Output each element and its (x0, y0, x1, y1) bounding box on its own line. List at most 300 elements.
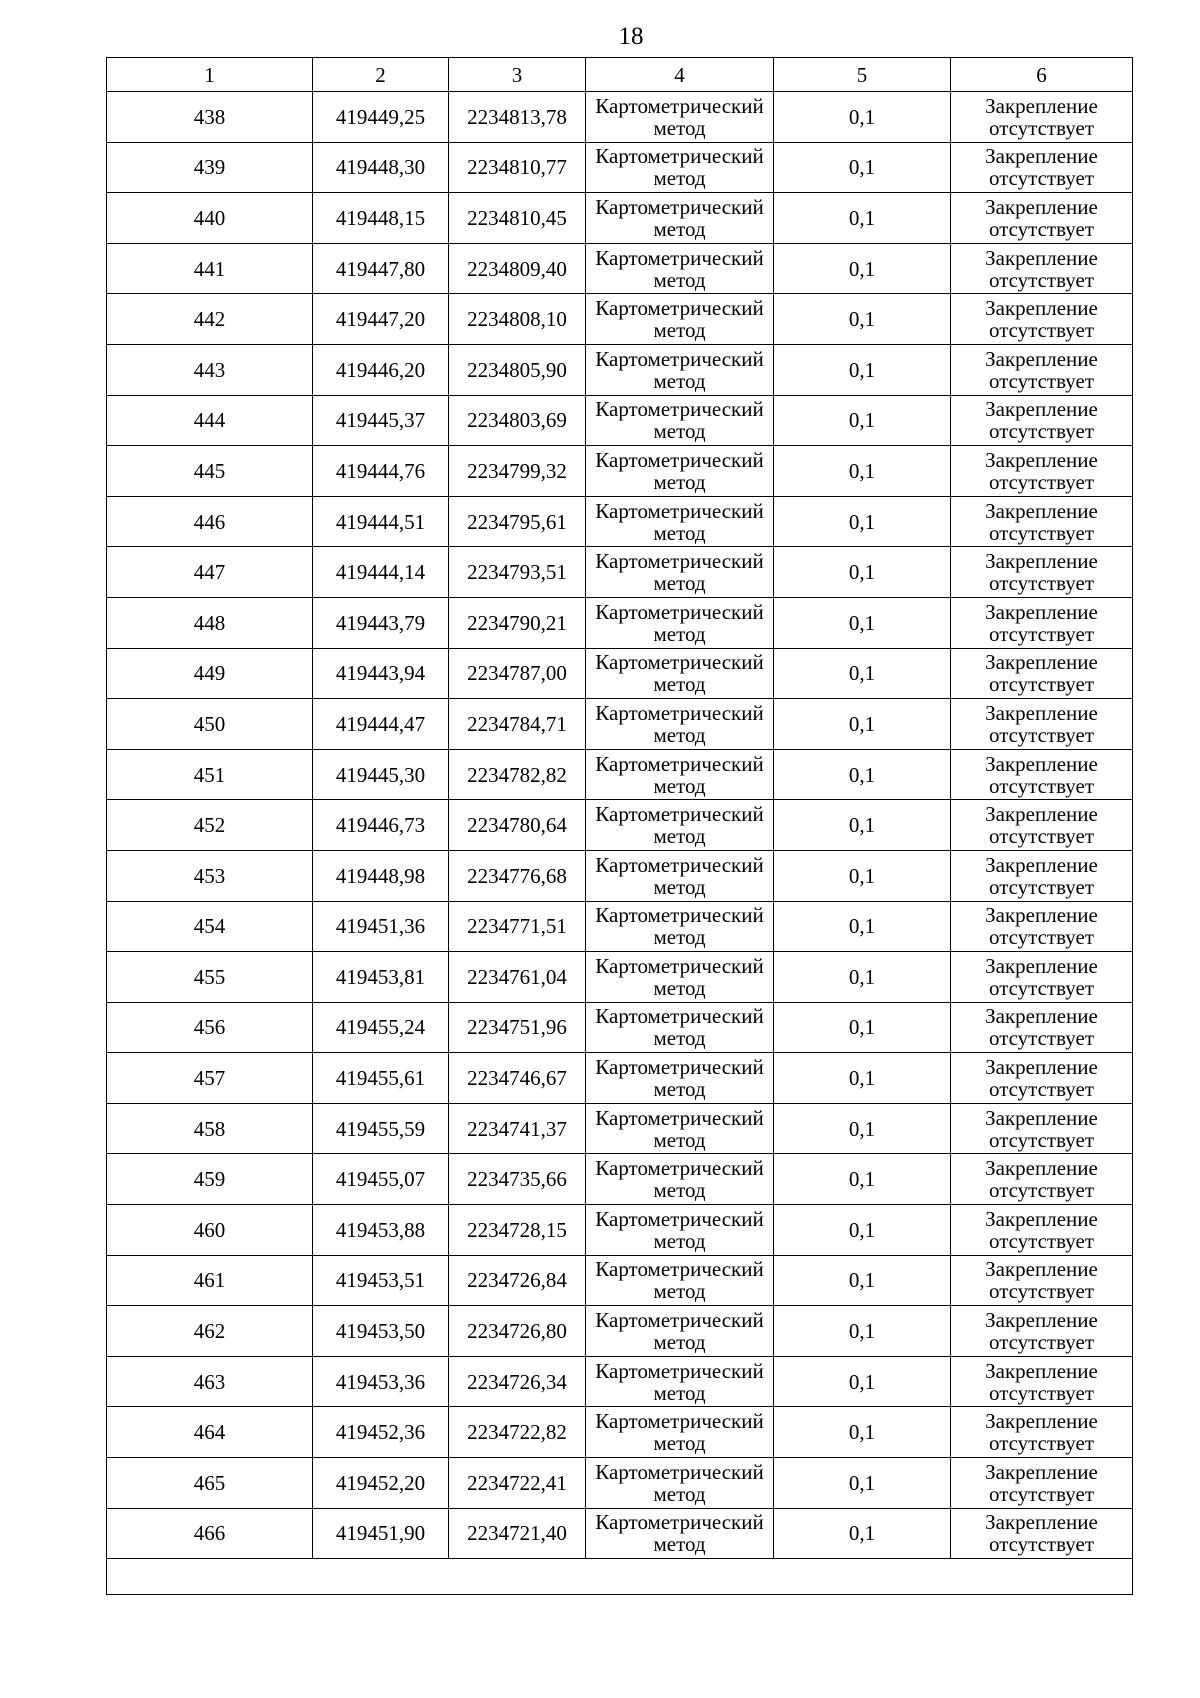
table-row (107, 547, 1133, 598)
fixation-text-line-2: отсутствует (988, 925, 1095, 950)
page-number: 18 (618, 23, 644, 50)
x-coordinate-cell: 419453,50 (313, 1306, 449, 1357)
method-cell (586, 92, 774, 143)
method-text-line-2: метод (653, 166, 706, 191)
table-row (107, 1154, 1133, 1205)
y-coordinate-cell: 2234784,71 (449, 699, 586, 750)
method-text-line-1: Картометрический (595, 296, 764, 321)
method-text-line-2: метод (653, 1178, 706, 1203)
table-row (107, 800, 1133, 851)
fixation-cell (951, 1205, 1133, 1256)
method-text-line-1: Картометрический (595, 346, 764, 371)
accuracy-cell: 0,1 (774, 1255, 951, 1306)
point-number-cell: 459 (107, 1154, 313, 1205)
fixation-text-line-2: отсутствует (988, 267, 1095, 292)
method-text-line-1: Картометрический (595, 1358, 764, 1383)
fixation-text-line-2: отсутствует (988, 621, 1095, 646)
accuracy-cell: 0,1 (774, 243, 951, 294)
y-coordinate-cell: 2234726,84 (449, 1255, 586, 1306)
method-text-line-1: Картометрический (595, 93, 764, 118)
method-cell (586, 800, 774, 851)
fixation-text-line-1: Закрепление (985, 346, 1098, 371)
fixation-text-line-1: Закрепление (985, 144, 1098, 169)
x-coordinate-cell: 419453,36 (313, 1356, 449, 1407)
fixation-text-line-1: Закрепление (985, 296, 1098, 321)
fixation-text-line-2: отсутствует (988, 571, 1095, 596)
method-cell (586, 344, 774, 395)
fixation-cell (951, 1508, 1133, 1559)
fixation-text-line-2: отсутствует (988, 1380, 1095, 1405)
method-cell (586, 850, 774, 901)
fixation-cell (951, 142, 1133, 193)
point-number-cell: 448 (107, 597, 313, 648)
x-coordinate-cell: 419444,51 (313, 496, 449, 547)
method-text-line-2: метод (653, 1330, 706, 1355)
method-cell (586, 1154, 774, 1205)
accuracy-cell: 0,1 (774, 1154, 951, 1205)
method-text-line-2: метод (653, 1431, 706, 1456)
table-row (107, 699, 1133, 750)
table-row (107, 395, 1133, 446)
x-coordinate-cell: 419455,61 (313, 1053, 449, 1104)
fixation-text-line-1: Закрепление (985, 1358, 1098, 1383)
fixation-text-line-2: отсутствует (988, 1026, 1095, 1051)
fixation-text-line-1: Закрепление (985, 1055, 1098, 1080)
accuracy-cell: 0,1 (774, 1356, 951, 1407)
fixation-text-line-2: отсутствует (988, 1178, 1095, 1203)
table-row (107, 193, 1133, 244)
method-text-line-2: метод (653, 419, 706, 444)
y-coordinate-cell: 2234780,64 (449, 800, 586, 851)
x-coordinate-cell: 419446,20 (313, 344, 449, 395)
fixation-text-line-1: Закрепление (985, 397, 1098, 422)
y-coordinate-cell: 2234808,10 (449, 294, 586, 345)
table-row (107, 648, 1133, 699)
x-coordinate-cell: 419448,30 (313, 142, 449, 193)
x-coordinate-cell: 419447,80 (313, 243, 449, 294)
y-coordinate-cell: 2234813,78 (449, 92, 586, 143)
table-header-row (107, 58, 1133, 92)
method-cell (586, 699, 774, 750)
method-cell (586, 446, 774, 497)
fixation-text-line-1: Закрепление (985, 245, 1098, 270)
point-number-cell: 458 (107, 1103, 313, 1154)
fixation-text-line-1: Закрепление (985, 650, 1098, 675)
point-number-cell: 462 (107, 1306, 313, 1357)
x-coordinate-cell: 419443,94 (313, 648, 449, 699)
accuracy-cell: 0,1 (774, 850, 951, 901)
point-number-cell: 455 (107, 952, 313, 1003)
y-coordinate-cell: 2234810,45 (449, 193, 586, 244)
y-coordinate-cell: 2234799,32 (449, 446, 586, 497)
y-coordinate-cell: 2234746,67 (449, 1053, 586, 1104)
point-number-cell: 441 (107, 243, 313, 294)
method-text-line-1: Картометрический (595, 1105, 764, 1130)
method-text-line-1: Картометрический (595, 1257, 764, 1282)
fixation-cell (951, 243, 1133, 294)
method-text-line-2: метод (653, 824, 706, 849)
method-text-line-1: Картометрический (595, 599, 764, 624)
x-coordinate-cell: 419445,37 (313, 395, 449, 446)
fixation-text-line-2: отсутствует (988, 975, 1095, 1000)
column-header-4: 4 (586, 58, 774, 92)
method-text-line-1: Картометрический (595, 852, 764, 877)
fixation-text-line-2: отсутствует (988, 1532, 1095, 1557)
table-row (107, 1508, 1133, 1559)
fixation-text-line-1: Закрепление (985, 498, 1098, 523)
y-coordinate-cell: 2234790,21 (449, 597, 586, 648)
method-text-line-2: метод (653, 621, 706, 646)
accuracy-cell: 0,1 (774, 1053, 951, 1104)
method-cell (586, 952, 774, 1003)
point-number-cell: 463 (107, 1356, 313, 1407)
method-text-line-2: метод (653, 520, 706, 545)
accuracy-cell: 0,1 (774, 800, 951, 851)
x-coordinate-cell: 419451,90 (313, 1508, 449, 1559)
method-text-line-2: метод (653, 1127, 706, 1152)
fixation-cell (951, 597, 1133, 648)
x-coordinate-cell: 419446,73 (313, 800, 449, 851)
point-number-cell: 454 (107, 901, 313, 952)
table-row (107, 1053, 1133, 1104)
fixation-text-line-1: Закрепление (985, 700, 1098, 725)
method-text-line-2: метод (653, 1380, 706, 1405)
table-row (107, 1255, 1133, 1306)
accuracy-cell: 0,1 (774, 1458, 951, 1509)
method-cell (586, 294, 774, 345)
x-coordinate-cell: 419445,30 (313, 749, 449, 800)
fixation-text-line-1: Закрепление (985, 1459, 1098, 1484)
x-coordinate-cell: 419455,59 (313, 1103, 449, 1154)
fixation-cell (951, 1306, 1133, 1357)
fixation-text-line-2: отсутствует (988, 1431, 1095, 1456)
method-text-line-1: Картометрический (595, 447, 764, 472)
fixation-text-line-2: отсутствует (988, 318, 1095, 343)
fixation-cell (951, 193, 1133, 244)
table-row (107, 850, 1133, 901)
method-text-line-2: метод (653, 672, 706, 697)
y-coordinate-cell: 2234803,69 (449, 395, 586, 446)
y-coordinate-cell: 2234741,37 (449, 1103, 586, 1154)
y-coordinate-cell: 2234726,80 (449, 1306, 586, 1357)
x-coordinate-cell: 419451,36 (313, 901, 449, 952)
method-text-line-1: Картометрический (595, 498, 764, 523)
fixation-text-line-2: отсутствует (988, 166, 1095, 191)
y-coordinate-cell: 2234751,96 (449, 1002, 586, 1053)
point-number-cell: 445 (107, 446, 313, 497)
y-coordinate-cell: 2234809,40 (449, 243, 586, 294)
fixation-cell (951, 395, 1133, 446)
column-header-6: 6 (951, 58, 1133, 92)
x-coordinate-cell: 419444,47 (313, 699, 449, 750)
accuracy-cell: 0,1 (774, 395, 951, 446)
fixation-cell (951, 1103, 1133, 1154)
fixation-cell (951, 749, 1133, 800)
method-text-line-1: Картометрический (595, 650, 764, 675)
method-text-line-2: метод (653, 318, 706, 343)
method-text-line-1: Картометрический (595, 1409, 764, 1434)
y-coordinate-cell: 2234787,00 (449, 648, 586, 699)
method-text-line-2: метод (653, 773, 706, 798)
x-coordinate-cell: 419455,24 (313, 1002, 449, 1053)
fixation-text-line-1: Закрепление (985, 751, 1098, 776)
accuracy-cell: 0,1 (774, 1205, 951, 1256)
point-number-cell: 460 (107, 1205, 313, 1256)
method-text-line-1: Картометрический (595, 144, 764, 169)
fixation-cell (951, 952, 1133, 1003)
method-text-line-1: Картометрический (595, 1156, 764, 1181)
method-cell (586, 547, 774, 598)
method-text-line-1: Картометрический (595, 751, 764, 776)
fixation-text-line-1: Закрепление (985, 1105, 1098, 1130)
y-coordinate-cell: 2234810,77 (449, 142, 586, 193)
fixation-text-line-1: Закрепление (985, 1206, 1098, 1231)
y-coordinate-cell: 2234793,51 (449, 547, 586, 598)
x-coordinate-cell: 419455,07 (313, 1154, 449, 1205)
method-text-line-2: метод (653, 1279, 706, 1304)
method-text-line-2: метод (653, 368, 706, 393)
method-text-line-2: метод (653, 1481, 706, 1506)
point-number-cell: 465 (107, 1458, 313, 1509)
method-cell (586, 395, 774, 446)
method-cell (586, 1205, 774, 1256)
method-cell (586, 1458, 774, 1509)
method-text-line-1: Картометрический (595, 1004, 764, 1029)
x-coordinate-cell: 419453,81 (313, 952, 449, 1003)
point-number-cell: 439 (107, 142, 313, 193)
fixation-cell (951, 92, 1133, 143)
fixation-cell (951, 446, 1133, 497)
fixation-cell (951, 800, 1133, 851)
method-cell (586, 901, 774, 952)
table-row (107, 142, 1133, 193)
y-coordinate-cell: 2234776,68 (449, 850, 586, 901)
x-coordinate-cell: 419444,14 (313, 547, 449, 598)
fixation-text-line-1: Закрепление (985, 447, 1098, 472)
fixation-text-line-2: отсутствует (988, 1127, 1095, 1152)
fixation-text-line-1: Закрепление (985, 802, 1098, 827)
y-coordinate-cell: 2234782,82 (449, 749, 586, 800)
empty-cell (107, 1559, 1133, 1595)
y-coordinate-cell: 2234721,40 (449, 1508, 586, 1559)
table-row (107, 344, 1133, 395)
x-coordinate-cell: 419448,15 (313, 193, 449, 244)
fixation-text-line-1: Закрепление (985, 1308, 1098, 1333)
x-coordinate-cell: 419452,20 (313, 1458, 449, 1509)
fixation-text-line-1: Закрепление (985, 953, 1098, 978)
fixation-text-line-2: отсутствует (988, 115, 1095, 140)
fixation-cell (951, 1053, 1133, 1104)
method-text-line-2: метод (653, 925, 706, 950)
fixation-text-line-2: отсутствует (988, 672, 1095, 697)
fixation-text-line-1: Закрепление (985, 852, 1098, 877)
point-number-cell: 449 (107, 648, 313, 699)
accuracy-cell: 0,1 (774, 496, 951, 547)
method-cell (586, 142, 774, 193)
fixation-text-line-1: Закрепление (985, 194, 1098, 219)
method-text-line-1: Картометрический (595, 1206, 764, 1231)
fixation-cell (951, 1458, 1133, 1509)
method-text-line-2: метод (653, 1532, 706, 1557)
method-text-line-2: метод (653, 469, 706, 494)
method-text-line-1: Картометрический (595, 1308, 764, 1333)
accuracy-cell: 0,1 (774, 193, 951, 244)
y-coordinate-cell: 2234795,61 (449, 496, 586, 547)
method-text-line-1: Картометрический (595, 194, 764, 219)
method-text-line-1: Картометрический (595, 1510, 764, 1535)
column-header-5: 5 (774, 58, 951, 92)
y-coordinate-cell: 2234722,41 (449, 1458, 586, 1509)
point-number-cell: 440 (107, 193, 313, 244)
accuracy-cell: 0,1 (774, 699, 951, 750)
x-coordinate-cell: 419453,88 (313, 1205, 449, 1256)
method-text-line-1: Картометрический (595, 549, 764, 574)
fixation-cell (951, 344, 1133, 395)
fixation-cell (951, 1255, 1133, 1306)
x-coordinate-cell: 419444,76 (313, 446, 449, 497)
point-number-cell: 466 (107, 1508, 313, 1559)
point-number-cell: 450 (107, 699, 313, 750)
method-cell (586, 648, 774, 699)
point-number-cell: 438 (107, 92, 313, 143)
fixation-text-line-2: отсутствует (988, 368, 1095, 393)
fixation-text-line-2: отсутствует (988, 469, 1095, 494)
accuracy-cell: 0,1 (774, 446, 951, 497)
table-row (107, 1407, 1133, 1458)
method-text-line-2: метод (653, 1026, 706, 1051)
fixation-text-line-1: Закрепление (985, 1510, 1098, 1535)
table-row (107, 1205, 1133, 1256)
method-text-line-1: Картометрический (595, 1055, 764, 1080)
fixation-cell (951, 850, 1133, 901)
fixation-text-line-2: отсутствует (988, 1228, 1095, 1253)
x-coordinate-cell: 419453,51 (313, 1255, 449, 1306)
coordinates-table (106, 57, 1133, 1595)
table-row (107, 901, 1133, 952)
table-row (107, 1103, 1133, 1154)
fixation-text-line-2: отсутствует (988, 216, 1095, 241)
point-number-cell: 451 (107, 749, 313, 800)
y-coordinate-cell: 2234728,15 (449, 1205, 586, 1256)
point-number-cell: 446 (107, 496, 313, 547)
fixation-text-line-1: Закрепление (985, 1156, 1098, 1181)
method-cell (586, 1508, 774, 1559)
table-row (107, 749, 1133, 800)
fixation-cell (951, 1356, 1133, 1407)
method-cell (586, 1356, 774, 1407)
method-text-line-1: Картометрический (595, 245, 764, 270)
method-cell (586, 749, 774, 800)
fixation-text-line-1: Закрепление (985, 1409, 1098, 1434)
table-row (107, 1306, 1133, 1357)
table-row (107, 952, 1133, 1003)
accuracy-cell: 0,1 (774, 1407, 951, 1458)
table-row (107, 1002, 1133, 1053)
table-row (107, 1356, 1133, 1407)
method-cell (586, 193, 774, 244)
fixation-text-line-2: отсутствует (988, 1330, 1095, 1355)
table-empty-row (107, 1559, 1133, 1595)
fixation-text-line-1: Закрепление (985, 93, 1098, 118)
method-cell (586, 1053, 774, 1104)
fixation-text-line-2: отсутствует (988, 419, 1095, 444)
table-row (107, 294, 1133, 345)
fixation-cell (951, 1407, 1133, 1458)
table-body (107, 92, 1133, 1595)
fixation-text-line-2: отсутствует (988, 773, 1095, 798)
y-coordinate-cell: 2234722,82 (449, 1407, 586, 1458)
fixation-text-line-1: Закрепление (985, 549, 1098, 574)
fixation-cell (951, 547, 1133, 598)
accuracy-cell: 0,1 (774, 344, 951, 395)
x-coordinate-cell: 419448,98 (313, 850, 449, 901)
fixation-text-line-2: отсутствует (988, 520, 1095, 545)
column-header-3: 3 (449, 58, 586, 92)
fixation-cell (951, 294, 1133, 345)
method-text-line-2: метод (653, 1077, 706, 1102)
fixation-text-line-1: Закрепление (985, 599, 1098, 624)
fixation-cell (951, 496, 1133, 547)
table-row (107, 597, 1133, 648)
method-text-line-1: Картометрический (595, 802, 764, 827)
table-row (107, 1458, 1133, 1509)
fixation-text-line-1: Закрепление (985, 1004, 1098, 1029)
accuracy-cell: 0,1 (774, 901, 951, 952)
accuracy-cell: 0,1 (774, 1508, 951, 1559)
method-cell (586, 496, 774, 547)
method-text-line-1: Картометрический (595, 953, 764, 978)
x-coordinate-cell: 419443,79 (313, 597, 449, 648)
accuracy-cell: 0,1 (774, 1002, 951, 1053)
accuracy-cell: 0,1 (774, 142, 951, 193)
method-cell (586, 1255, 774, 1306)
method-text-line-2: метод (653, 722, 706, 747)
column-header-2: 2 (313, 58, 449, 92)
method-text-line-1: Картометрический (595, 397, 764, 422)
table-row (107, 496, 1133, 547)
accuracy-cell: 0,1 (774, 1103, 951, 1154)
fixation-text-line-2: отсутствует (988, 722, 1095, 747)
accuracy-cell: 0,1 (774, 294, 951, 345)
method-text-line-2: метод (653, 975, 706, 1000)
fixation-text-line-2: отсутствует (988, 1481, 1095, 1506)
x-coordinate-cell: 419447,20 (313, 294, 449, 345)
method-cell (586, 1306, 774, 1357)
method-cell (586, 1103, 774, 1154)
point-number-cell: 461 (107, 1255, 313, 1306)
point-number-cell: 443 (107, 344, 313, 395)
table-row (107, 92, 1133, 143)
point-number-cell: 452 (107, 800, 313, 851)
method-text-line-2: метод (653, 1228, 706, 1253)
fixation-cell (951, 901, 1133, 952)
fixation-text-line-2: отсутствует (988, 824, 1095, 849)
method-text-line-2: метод (653, 216, 706, 241)
point-number-cell: 457 (107, 1053, 313, 1104)
column-header-1: 1 (107, 58, 313, 92)
accuracy-cell: 0,1 (774, 1306, 951, 1357)
point-number-cell: 447 (107, 547, 313, 598)
fixation-cell (951, 648, 1133, 699)
accuracy-cell: 0,1 (774, 92, 951, 143)
x-coordinate-cell: 419449,25 (313, 92, 449, 143)
method-text-line-2: метод (653, 874, 706, 899)
y-coordinate-cell: 2234771,51 (449, 901, 586, 952)
y-coordinate-cell: 2234761,04 (449, 952, 586, 1003)
fixation-cell (951, 699, 1133, 750)
accuracy-cell: 0,1 (774, 648, 951, 699)
point-number-cell: 444 (107, 395, 313, 446)
